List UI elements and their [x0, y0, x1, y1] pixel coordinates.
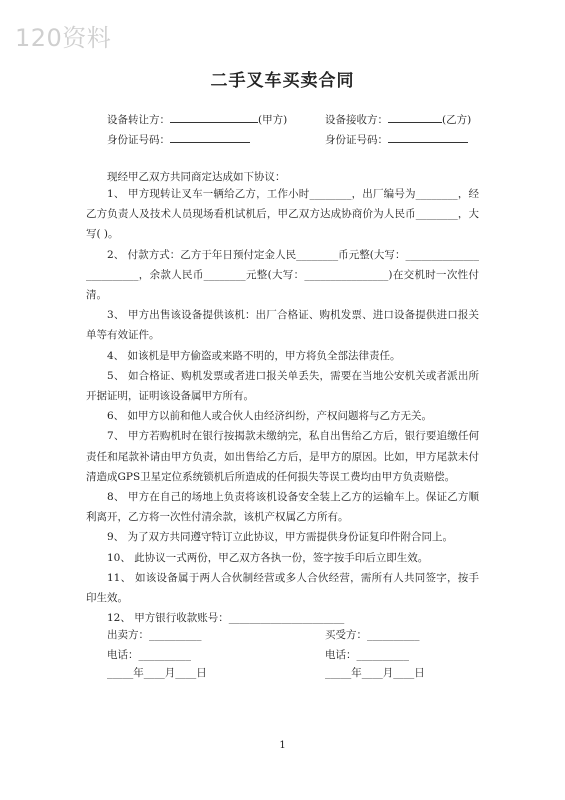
clause-item — [86, 406, 479, 426]
clause-number: 10、 — [107, 551, 131, 564]
clause-text: 甲方出售该设备提供该机：出厂合格证、购机发票、进口设备提供进口报关单等有效证件。 — [86, 309, 479, 342]
clause-item — [86, 245, 479, 306]
clause-number: 1、 — [107, 188, 125, 200]
clause-item — [86, 527, 479, 547]
page-number: 1 — [279, 740, 286, 751]
clause-text: 如该机是甲方偷盗或来路不明的，甲方将负全部法律责任。 — [127, 349, 401, 362]
clause-text: 此协议一式两份，甲乙双方各执一份，签字按手印后立即生效。 — [134, 551, 429, 564]
clause-text: 甲方银行收款账号：______________________ — [134, 612, 345, 625]
clause-number: 9、 — [107, 531, 125, 544]
clause-number: 12、 — [107, 612, 131, 625]
clause-list — [86, 184, 479, 628]
clause-item — [86, 346, 479, 366]
clause-number: 11、 — [107, 571, 132, 584]
clause-item — [86, 366, 479, 406]
clause-item — [86, 305, 479, 345]
buyer-date: _____年____月____日 — [325, 667, 425, 679]
clause-number: 3、 — [107, 309, 125, 322]
buyer-label: 设备接收方： — [325, 114, 388, 126]
clause-item — [86, 487, 479, 527]
seller-suffix: (甲方) — [258, 114, 288, 126]
clause-text: 甲方在自己的场地上负责将该机设备安全装上乙方的运输车上。保证乙方顺利离开，乙方将一次性付清余款，该机产权属乙方所有。 — [86, 491, 479, 524]
clause-item — [86, 608, 479, 628]
buyer-signature: 买受方：__________ — [325, 629, 420, 641]
clause-text: 甲方现转让叉车一辆给乙方，工作小时________，出厂编号为________，经乙方负责人及技术人员现场看机试机后，甲乙双方达成协商价为人民币________，大写( )。 — [86, 188, 480, 241]
clause-number: 6、 — [107, 410, 125, 423]
clause-item — [86, 426, 479, 487]
clause-item — [86, 184, 479, 245]
buyer-id-blank — [388, 131, 468, 143]
clause-number: 2、 — [107, 248, 125, 261]
seller-signature: 出卖方：__________ — [107, 629, 202, 641]
seller-blank — [170, 111, 258, 123]
clause-number: 5、 — [107, 369, 125, 382]
clause-number: 8、 — [107, 491, 125, 504]
watermark: 120资料 — [15, 24, 112, 52]
seller-date: _____年____月____日 — [107, 667, 207, 679]
buyer-phone: 电话：__________ — [325, 649, 409, 661]
buyer-id-field — [325, 131, 468, 147]
clause-text: 如甲方以前和他人或合伙人由经济纠纷，产权问题将与乙方无关。 — [127, 410, 433, 423]
seller-id-blank — [170, 131, 250, 143]
seller-id-label: 身份证号码： — [107, 134, 170, 146]
buyer-suffix: (乙方) — [442, 114, 472, 126]
seller-field — [107, 111, 287, 127]
seller-id-field — [107, 131, 250, 147]
clause-text: 如合格证、购机发票或者进口报关单丢失，需要在当地公安机关或者派出所开据证明，证明该设备属甲方所有。 — [86, 369, 479, 403]
buyer-id-label: 身份证号码： — [325, 134, 388, 146]
seller-phone: 电话：__________ — [107, 649, 191, 661]
clause-number: 7、 — [107, 430, 125, 443]
clause-text: 如该设备属于两人合伙制经营或多人合伙经营，需所有人共同签字，按手印生效。 — [86, 571, 480, 605]
clause-text: 甲方若购机时在银行按揭款未缴纳完，私自出售给乙方后，银行要追缴任何责任和尾款补请由甲方负责，如出售给乙方后，是甲方的原因。比如，甲方尾款未付清造成GPS卫星定位系统锁机后所造成的任何损失等误工费均由甲方负责赔偿。 — [86, 430, 479, 483]
intro-text: 现经甲乙双方共同商定达成如下协议： — [107, 171, 286, 183]
clause-text: 为了双方共同遵守特订立此协议，甲方需提供身份证复印件附合同上。 — [127, 531, 454, 544]
buyer-blank — [388, 111, 442, 123]
clause-item — [86, 548, 479, 568]
clause-text: 付款方式：乙方于年日预付定金人民________币元整(大写：________________________，余款人民币________元整(大写：________________)在交机时一次性付清。 — [86, 248, 479, 302]
document-title: 二手叉车买卖合同 — [210, 71, 355, 91]
clause-number: 4、 — [107, 349, 125, 362]
buyer-field — [325, 111, 471, 127]
seller-label: 设备转让方： — [107, 114, 170, 126]
clause-item — [86, 568, 479, 608]
